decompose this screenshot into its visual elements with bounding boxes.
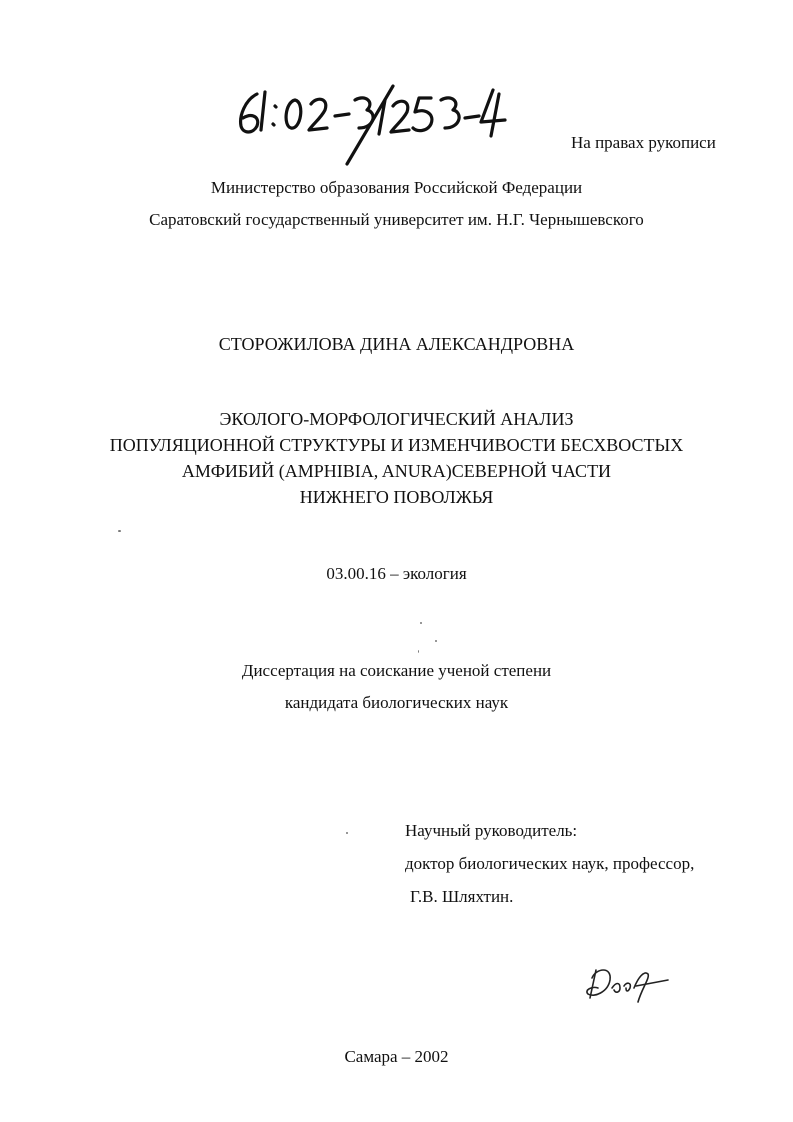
handwritten-archive-number-icon bbox=[225, 72, 515, 172]
specialty-code: 03.00.16 – экология bbox=[326, 564, 467, 583]
title-line: ЭКОЛОГО-МОРФОЛОГИЧЕСКИЙ АНАЛИЗ bbox=[219, 409, 574, 429]
degree-field: кандидата биологических наук bbox=[284, 693, 509, 712]
scan-speck bbox=[420, 622, 422, 624]
title-line: НИЖНЕГО ПОВОЛЖЬЯ bbox=[299, 487, 494, 507]
advisor-label: Научный руководитель: bbox=[405, 821, 578, 840]
ministry-name: Министерство образования Российской Федерации bbox=[210, 178, 583, 197]
title-line: ПОПУЛЯЦИОННОЙ СТРУКТУРЫ И ИЗМЕНЧИВОСТИ БЕСХВОСТЫХ bbox=[109, 435, 684, 455]
degree-statement: Диссертация на соискание ученой степени bbox=[241, 661, 552, 680]
dissertation-title bbox=[0, 406, 793, 510]
rights-note: На правах рукописи bbox=[571, 133, 716, 152]
title-line: АМФИБИЙ (AMPHIBIA, ANURA)СЕВЕРНОЙ ЧАСТИ bbox=[181, 461, 612, 481]
scan-speck bbox=[435, 640, 437, 642]
advisor-name: Г.В. Шляхтин. bbox=[410, 887, 514, 906]
author-name: СТОРОЖИЛОВА ДИНА АЛЕКСАНДРОВНА bbox=[218, 334, 575, 354]
handwritten-signature-icon bbox=[582, 958, 674, 1008]
scan-speck bbox=[346, 832, 348, 834]
scan-speck bbox=[118, 530, 121, 532]
advisor-degree: доктор биологических наук, профессор, bbox=[405, 854, 695, 873]
university-name: Саратовский государственный университет им. Н.Г. Чернышевского bbox=[149, 210, 644, 229]
scan-speck bbox=[418, 650, 419, 653]
city-and-year: Самара – 2002 bbox=[344, 1047, 449, 1066]
